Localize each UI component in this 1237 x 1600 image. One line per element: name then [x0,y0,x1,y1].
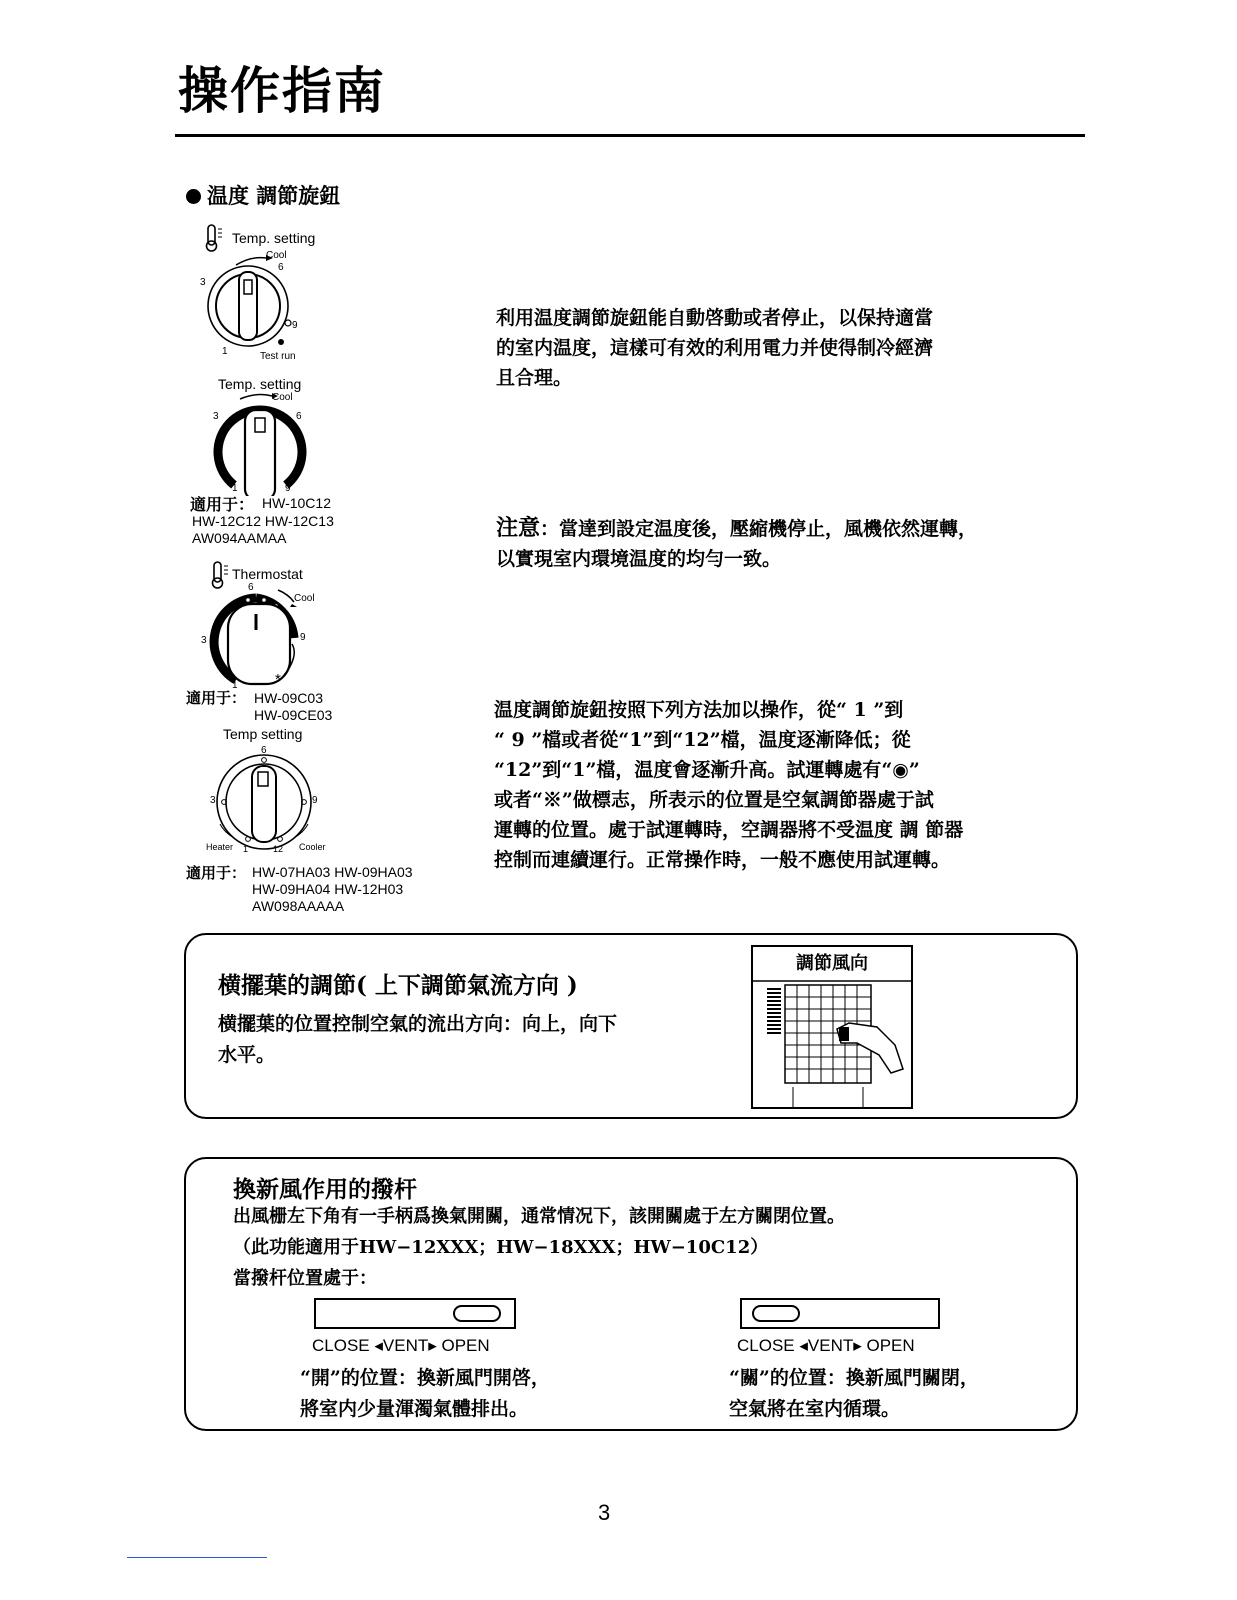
vent-scale-label-open: CLOSE ◂VENT▸ OPEN [312,1336,490,1355]
open-position-text: “開”的位置：換新風門開啓， 將室内少量渾濁氣體排出。 [300,1367,550,1420]
close-position-text: “關”的位置：換新風門關閉， 空氣將在室内循環。 [729,1367,979,1420]
dial-label: Thermostat [232,566,303,582]
vent-text: 出風栅左下角有一手柄爲換氣開關，通常情况下，該開關處于左方關閉位置。 （此功能適用于HW−12XXX；HW−18XXX；HW−10C12） 當撥杆位置處于： [233,1206,845,1289]
lever-handle-icon [752,1305,800,1322]
dial-temp-setting-1 [196,218,326,366]
model-list: HW-07HA03 HW-09HA03 HW-09HA04 HW-12H03 AW098AAAAA [252,864,413,914]
dial-mark-9: 9 [285,483,291,494]
cooler-label: Cooler [299,842,326,852]
model-list-rest: HW-12C12 HW-12C13 AW094AAMAA [192,513,334,546]
cool-label: Cool [294,593,315,604]
operation-description: 温度調節旋鈕按照下列方法加以操作，從“ 1 ”到 “ 9 ”檔或者從“1”到“12”檔，温度逐漸降低；從 “12”到“1”檔，温度會逐漸升高。試運轉處有“◉” 或者“※”做標志，所表示的位置是空氣調節器處于試 運轉的位置。處于試運轉時，空調器將不受温度 調 節器 控制而連續運行。正常操作時，一般不應使用試運轉。 [494,699,964,871]
cool-label: Cool [272,392,293,403]
applies-label: 適用于： [186,689,247,707]
test-run-label: Test run [260,351,296,362]
dial-mark-6: 6 [248,582,254,593]
note-text: ：當達到設定温度後，壓縮機停止，風機依然運轉， 以實現室内環境温度的均勻一致。 [496,518,978,570]
vent-lever-closed-diagram [740,1298,940,1329]
dial-mark-3: 3 [200,277,206,288]
hand-adjusting-louver-icon [753,947,911,1107]
vent-scale-label-close: CLOSE ◂VENT▸ OPEN [737,1336,915,1355]
page-title: 操作指南 [178,61,386,120]
heat-cool-dial-icon [186,724,336,854]
louver-title: 横擺葉的調節( 上下調節氣流方向 ) [218,972,578,999]
lever-handle-icon [453,1305,501,1322]
dial-mark-1: 1 [222,346,228,357]
test-run-star: * [275,671,281,688]
louver-text: 横擺葉的位置控制空氣的流出方向：向上，向下 水平。 [218,1013,618,1066]
heater-label: Heater [206,842,234,852]
dial-mark-3: 3 [213,411,219,422]
dial-mark-9: 9 [292,320,298,331]
dial-label: Temp. setting [232,230,316,246]
note-label: 注意 [496,515,541,541]
fresh-air-lever-box [184,1157,1078,1431]
dial-temp-setting-heat [186,724,446,920]
dial-temp-setting-2 [190,374,390,550]
dial-mark-9: 9 [300,632,306,643]
dial-mark-3: 3 [210,795,216,806]
louver-illustration [751,945,913,1109]
bullet-icon [186,189,201,204]
section-heading [186,180,340,210]
applies-label: 適用于： [186,864,247,882]
dial-mark-6: 6 [278,262,284,273]
dial-thermostat [186,558,366,726]
louver-adjust-box [184,933,1078,1119]
model-list-rest: HW-09CE03 [254,707,333,723]
vent-title: 換新風作用的撥杆 [233,1176,417,1203]
vent-lever-open-diagram [314,1298,516,1329]
dial-mark-1: 1 [232,483,238,494]
cool-label: Cool [266,250,287,261]
temp-knob-description: 利用温度調節旋鈕能自動啓動或者停止，以保持適當 的室内温度，這樣可有效的利用電力并使得制冷經濟 且合理。 [496,307,934,389]
dial-mark-6: 6 [261,745,267,756]
dial-mark-1: 1 [232,680,238,691]
dial-label: Temp setting [223,726,303,742]
dial-mark-6: 6 [296,411,302,422]
model-list-first: HW-09C03 [254,690,323,706]
dial-mark-3: 3 [201,635,207,646]
louver-caption: 調節風向 [796,953,868,974]
title-rule [175,134,1085,137]
applies-label: 適用于： [190,495,255,514]
section-heading-text: 温度 調節旋鈕 [207,183,341,208]
footer-line [127,1557,267,1558]
model-list-first: HW-10C12 [262,495,331,511]
page-number: 3 [598,1500,611,1525]
dial-mark-9: 9 [312,795,318,806]
note-paragraph [496,513,977,574]
dial-mark-1: 1 [243,844,249,854]
dial-label: Temp. setting [218,376,302,392]
dial-mark-12: 12 [273,844,284,854]
